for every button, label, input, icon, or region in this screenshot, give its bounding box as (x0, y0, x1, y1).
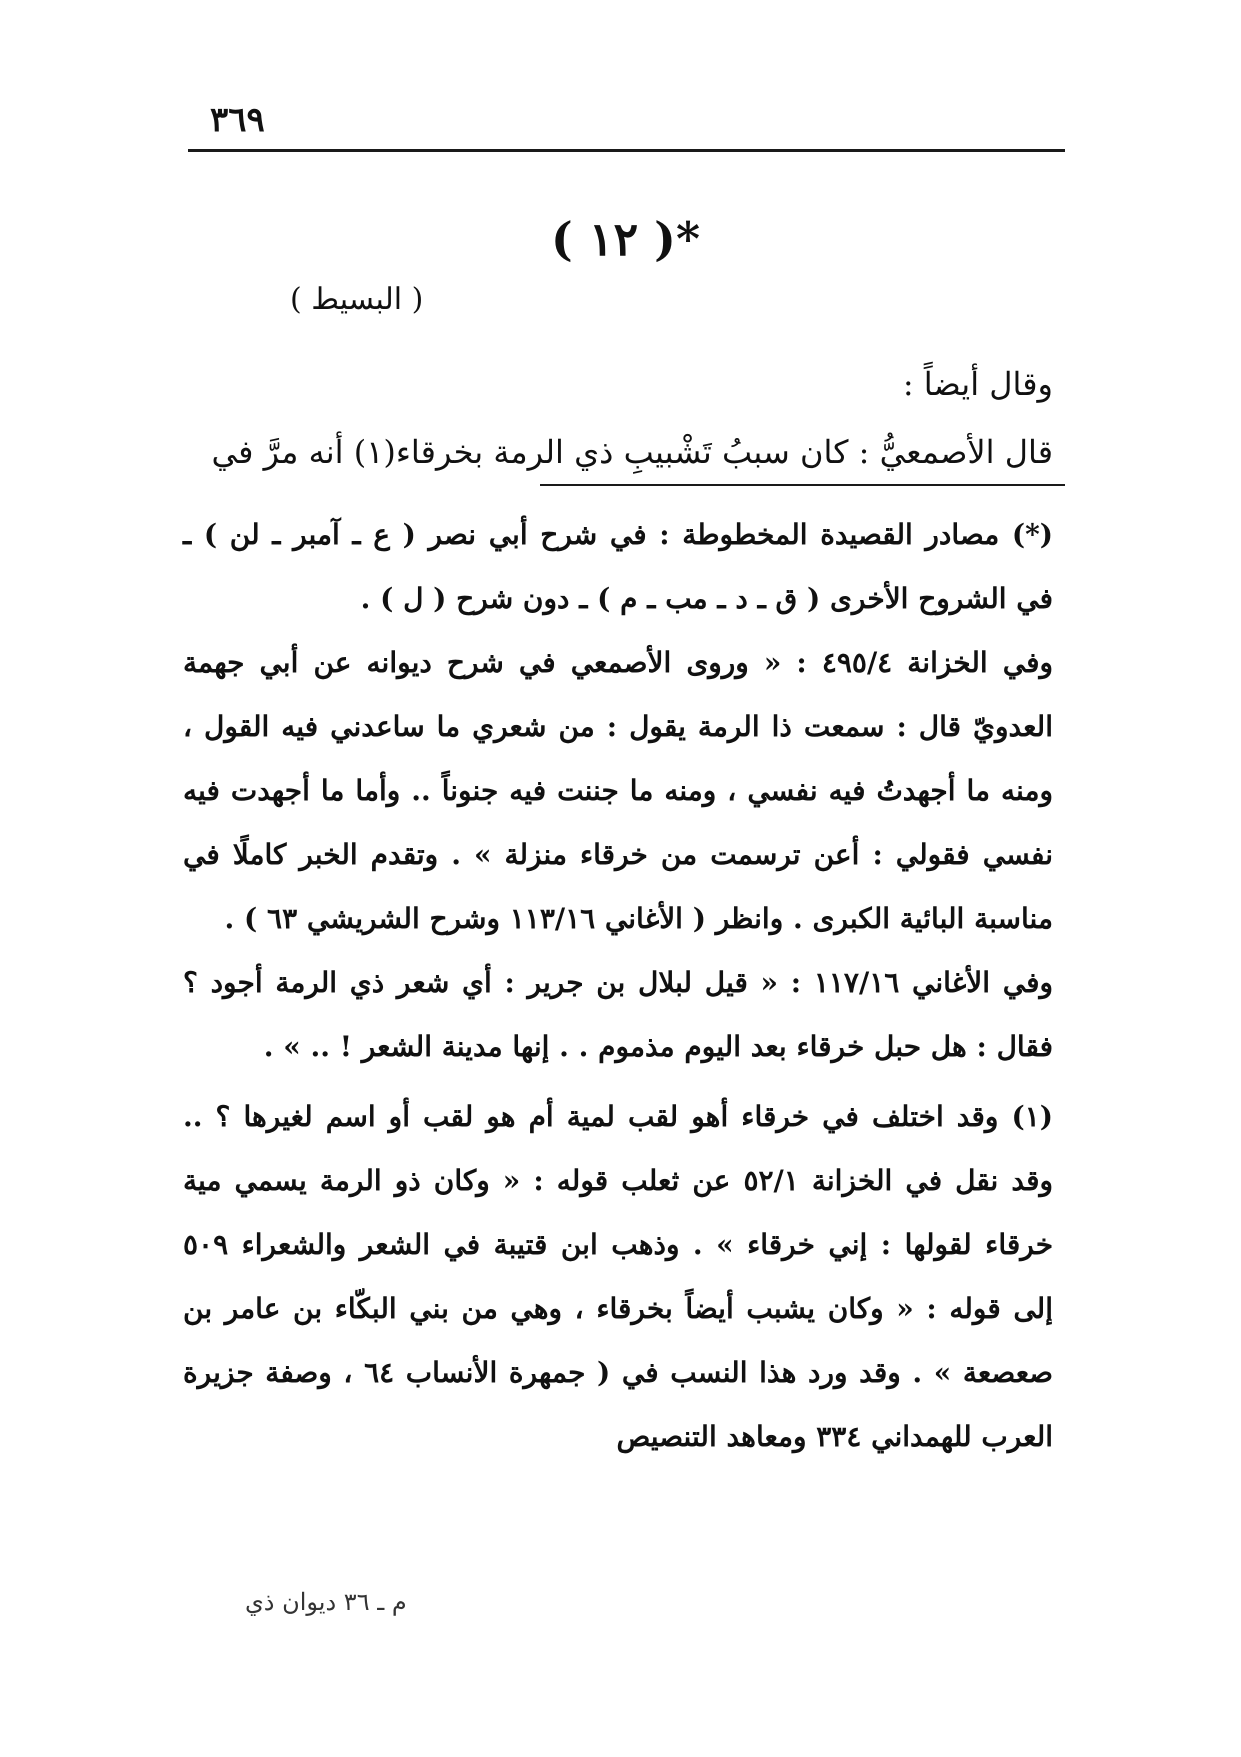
footnote-aghani: وفي الأغاني ١١٧/١٦ : « قيل لبلال بن جرير : أي شعر ذي الرمة أجود ؟ فقال : هل حبل خرقاء بعد اليوم مذموم . . إنها مدينة الشعر ! .. » . (183, 966, 1053, 1063)
footnote-1: (١) وقد اختلف في خرقاء أهو لقب لمية أم هو لقب أو اسم لغيرها ؟ .. وقد نقل في الخزانة ٥٢/١ عن ثعلب قوله : « وكان ذو الرمة يسمي مية خرقاء لقولها : إني خرقاء » . وذهب ابن قتيبة في الشعر والشعراء ٥٠٩ إلى قوله : « وكان يشبب أيضاً بخرقاء ، وهي من بني البكّاء بن عامر بن صعصعة » . وقد ورد هذا النسب في ( جمهرة الأنساب ٦٤ ، وصفة جزيرة العرب للهمداني ٣٣٤ ومعاهد التنصيص (183, 1100, 1053, 1453)
main-text-line: وقال أيضاً : (902, 365, 1053, 403)
poem-number: *( ١٢ ) (550, 212, 701, 266)
footnotes (183, 503, 1053, 1469)
footnote-rule (540, 484, 1065, 486)
meter-label: ( البسيط ) (290, 282, 424, 317)
footnote-khizana: وفي الخزانة ٤٩٥/٤ : « وروى الأصمعي في شرح ديوانه عن أبي جهمة العدويّ قال : سمعت ذا الرمة يقول : من شعري ما ساعدني فيه القول ، ومنه ما أجهدتُ فيه نفسي ، ومنه ما جننت فيه جنوناً .. وأما ما أجهدت فيه نفسي فقولي : أعن ترسمت من خرقاء منزلة » . وتقدم الخبر كاملًا في مناسبة البائية الكبرى . وانظر ( الأغاني ١١٣/١٦ وشرح الشريشي ٦٣ ) . (183, 646, 1053, 935)
header-rule (188, 149, 1065, 152)
main-text (183, 350, 1053, 486)
main-text-line: قال الأصمعيُّ : كان سببُ تَشْبيبِ ذي الرمة بخرقاء(١) أنه مرَّ في (211, 433, 1053, 471)
footnote-sources: (*) مصادر القصيدة المخطوطة : في شرح أبي نصر ( ع ـ آمبر ـ لن ) ـ في الشروح الأخرى ( ق ـ د ـ مب ـ م ) ـ دون شرح ( ل ) . (183, 518, 1053, 615)
signature-mark: م ـ ٣٦ ديوان ذي (245, 1588, 407, 1616)
page-number: ٣٦٩ (210, 100, 265, 140)
